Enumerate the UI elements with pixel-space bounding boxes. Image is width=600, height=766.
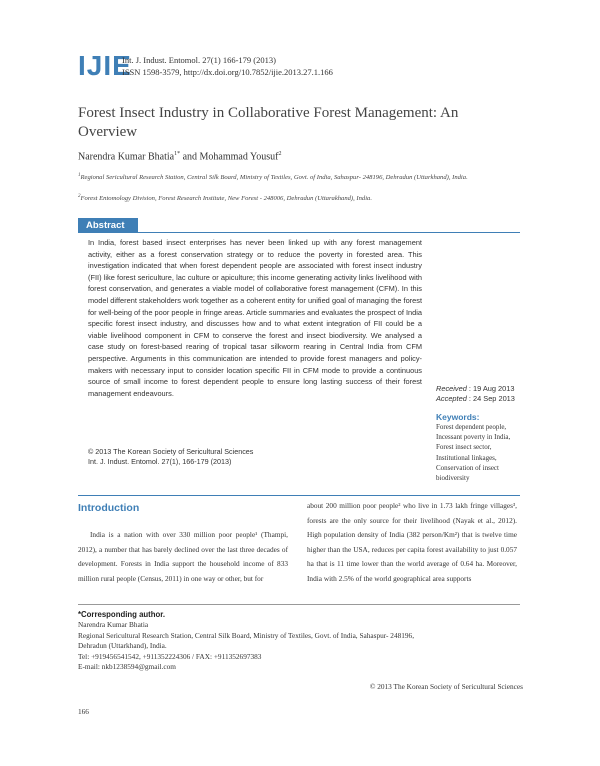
- affiliation-1: [78, 172, 518, 183]
- received-date: [436, 384, 526, 394]
- footer-copyright: © 2013 The Korean Society of Sericultural Sciences: [369, 682, 523, 691]
- abstract-copyright-line: © 2013 The Korean Society of Sericultural Sciences: [88, 447, 254, 456]
- article-title: Forest Insect Industry in Collaborative Forest Management: An Overview: [78, 105, 459, 140]
- accepted-value: : 24 Sep 2013: [466, 394, 515, 403]
- author-joiner: and: [180, 151, 200, 163]
- page-number: 166: [78, 707, 89, 716]
- abstract-text: In India, forest based insect enterprises has never been linked up with any forest management activity, either as a forest conservation strategy or to reduce the poverty in forested area. This investigation indicated that when forest dependent people are associated with forest insect industry (FII) like forest sericulture, lac culture or apiculture; this income generating activity links livelihood with forest conservation, and generates a viable model of collaborative forest management (CFM). In this model different stakeholders work together as a coherent entity for unified goal of managing the forest for well-being of the poor people in fringe areas. Article summaries and evaluates the prospect of India specific forest insect industry, and discusses how and to what extent integration of FII could be a viable livelihood component in CFM to conserve the forest and insect biodiversity. We analysed a case study on forest-based rearing of tropical tasar silkworm rearing in Central India from CFM perspective. Arguments in this communication are intended to provide forest managers and policy-makers with necessary input to consider location specific FII in CFM mode to provide a continuous source of small income to forest dependent people to ensure long lasting success of their forest management endeavours.: [88, 238, 423, 398]
- intro-column-2: about 200 million poor people² who live in 1.73 lakh fringe villages³, forests are the only source for their livelihood (Nayak et al., 2012). High population density of India (382 person/Km²) that is twelve time higher than the USA, reduces per capita forest availability to just 0.057 ha that is 11 time lower than the world average of 0.64 ha. Moreover, India with 2.5% of the world geographical area supports: [307, 501, 517, 583]
- accepted-label: Accepted: [436, 394, 467, 403]
- keyword-item: Conservation of insect biodiversity: [436, 463, 499, 483]
- author-line: [78, 151, 281, 162]
- footnote-divider: [78, 604, 520, 605]
- section-divider: [78, 495, 520, 496]
- correspondence-block: [78, 610, 528, 672]
- keyword-item: Incessant poverty in India,: [436, 433, 511, 442]
- keywords-title: Keywords:: [436, 412, 480, 422]
- correspondence-email[interactable]: E-mail: nkb1238594@gmail.com: [78, 662, 176, 672]
- author-1-marker: 1*: [174, 151, 181, 157]
- affiliation-2-text: Forest Entomology Division, Forest Research Institute, New Forest - 248006, Dehradun (Uttarakhand), India.: [80, 195, 372, 203]
- journal-logo: IJIE: [78, 50, 132, 81]
- introduction-heading: Introduction: [78, 502, 140, 514]
- article-sidebar: [436, 384, 526, 483]
- accepted-date: [436, 394, 526, 404]
- journal-citation-line: Int. J. Indust. Entomol. 27(1) 166-179 (2013): [122, 55, 276, 65]
- abstract-divider: [78, 232, 520, 233]
- keyword-item: Institutional linkages,: [436, 453, 497, 462]
- correspondence-title: *Corresponding author.: [78, 610, 166, 619]
- correspondence-address-1: Regional Sericultural Research Station, Central Silk Board, Ministry of Textiles, Govt. of India, Sahaspur- 248196,: [78, 630, 415, 640]
- abstract-citation-line: Int. J. Indust. Entomol. 27(1), 166-179 (2013): [88, 457, 232, 466]
- correspondence-tel: Tel: +919456541542, +911352224306 / FAX: +911352697383: [78, 651, 262, 661]
- abstract-copyright: [88, 447, 422, 467]
- intro-column-1: India is a nation with over 330 million poor people¹ (Thampi, 2012), a number that has barely declined over the last three decades of development. Forests in India support the household income of 833 million rural people (Census, 2011) in one way or other, but for: [78, 530, 288, 583]
- issn-doi-line[interactable]: ISSN 1598-3579, http://dx.doi.org/10.7852/ijie.2013.27.1.166: [122, 67, 333, 77]
- received-label: Received: [436, 384, 467, 393]
- correspondence-name: Narendra Kumar Bhatia: [78, 620, 149, 630]
- affiliation-1-marker: 1: [78, 173, 81, 178]
- author-2-marker: 2: [278, 151, 282, 157]
- correspondence-address-2: Dehradun (Uttarkhand), India.: [78, 641, 167, 651]
- received-value: : 19 Aug 2013: [466, 384, 515, 393]
- author-2: Mohammad Yousuf: [199, 151, 279, 163]
- affiliation-1-text: Regional Sericultural Research Station, Central Silk Board, Ministry of Textiles, Govt. of India, Sahaspur- 248196, Dehradun (Uttarkhand), India.: [80, 174, 468, 182]
- keyword-item: Forest insect sector,: [436, 443, 492, 452]
- abstract-heading: Abstract: [78, 218, 138, 233]
- affiliation-2-marker: 2: [78, 194, 81, 199]
- author-1: Narendra Kumar Bhatia: [78, 151, 175, 163]
- keyword-item: Forest dependent people,: [436, 423, 507, 431]
- affiliation-2: [78, 193, 518, 204]
